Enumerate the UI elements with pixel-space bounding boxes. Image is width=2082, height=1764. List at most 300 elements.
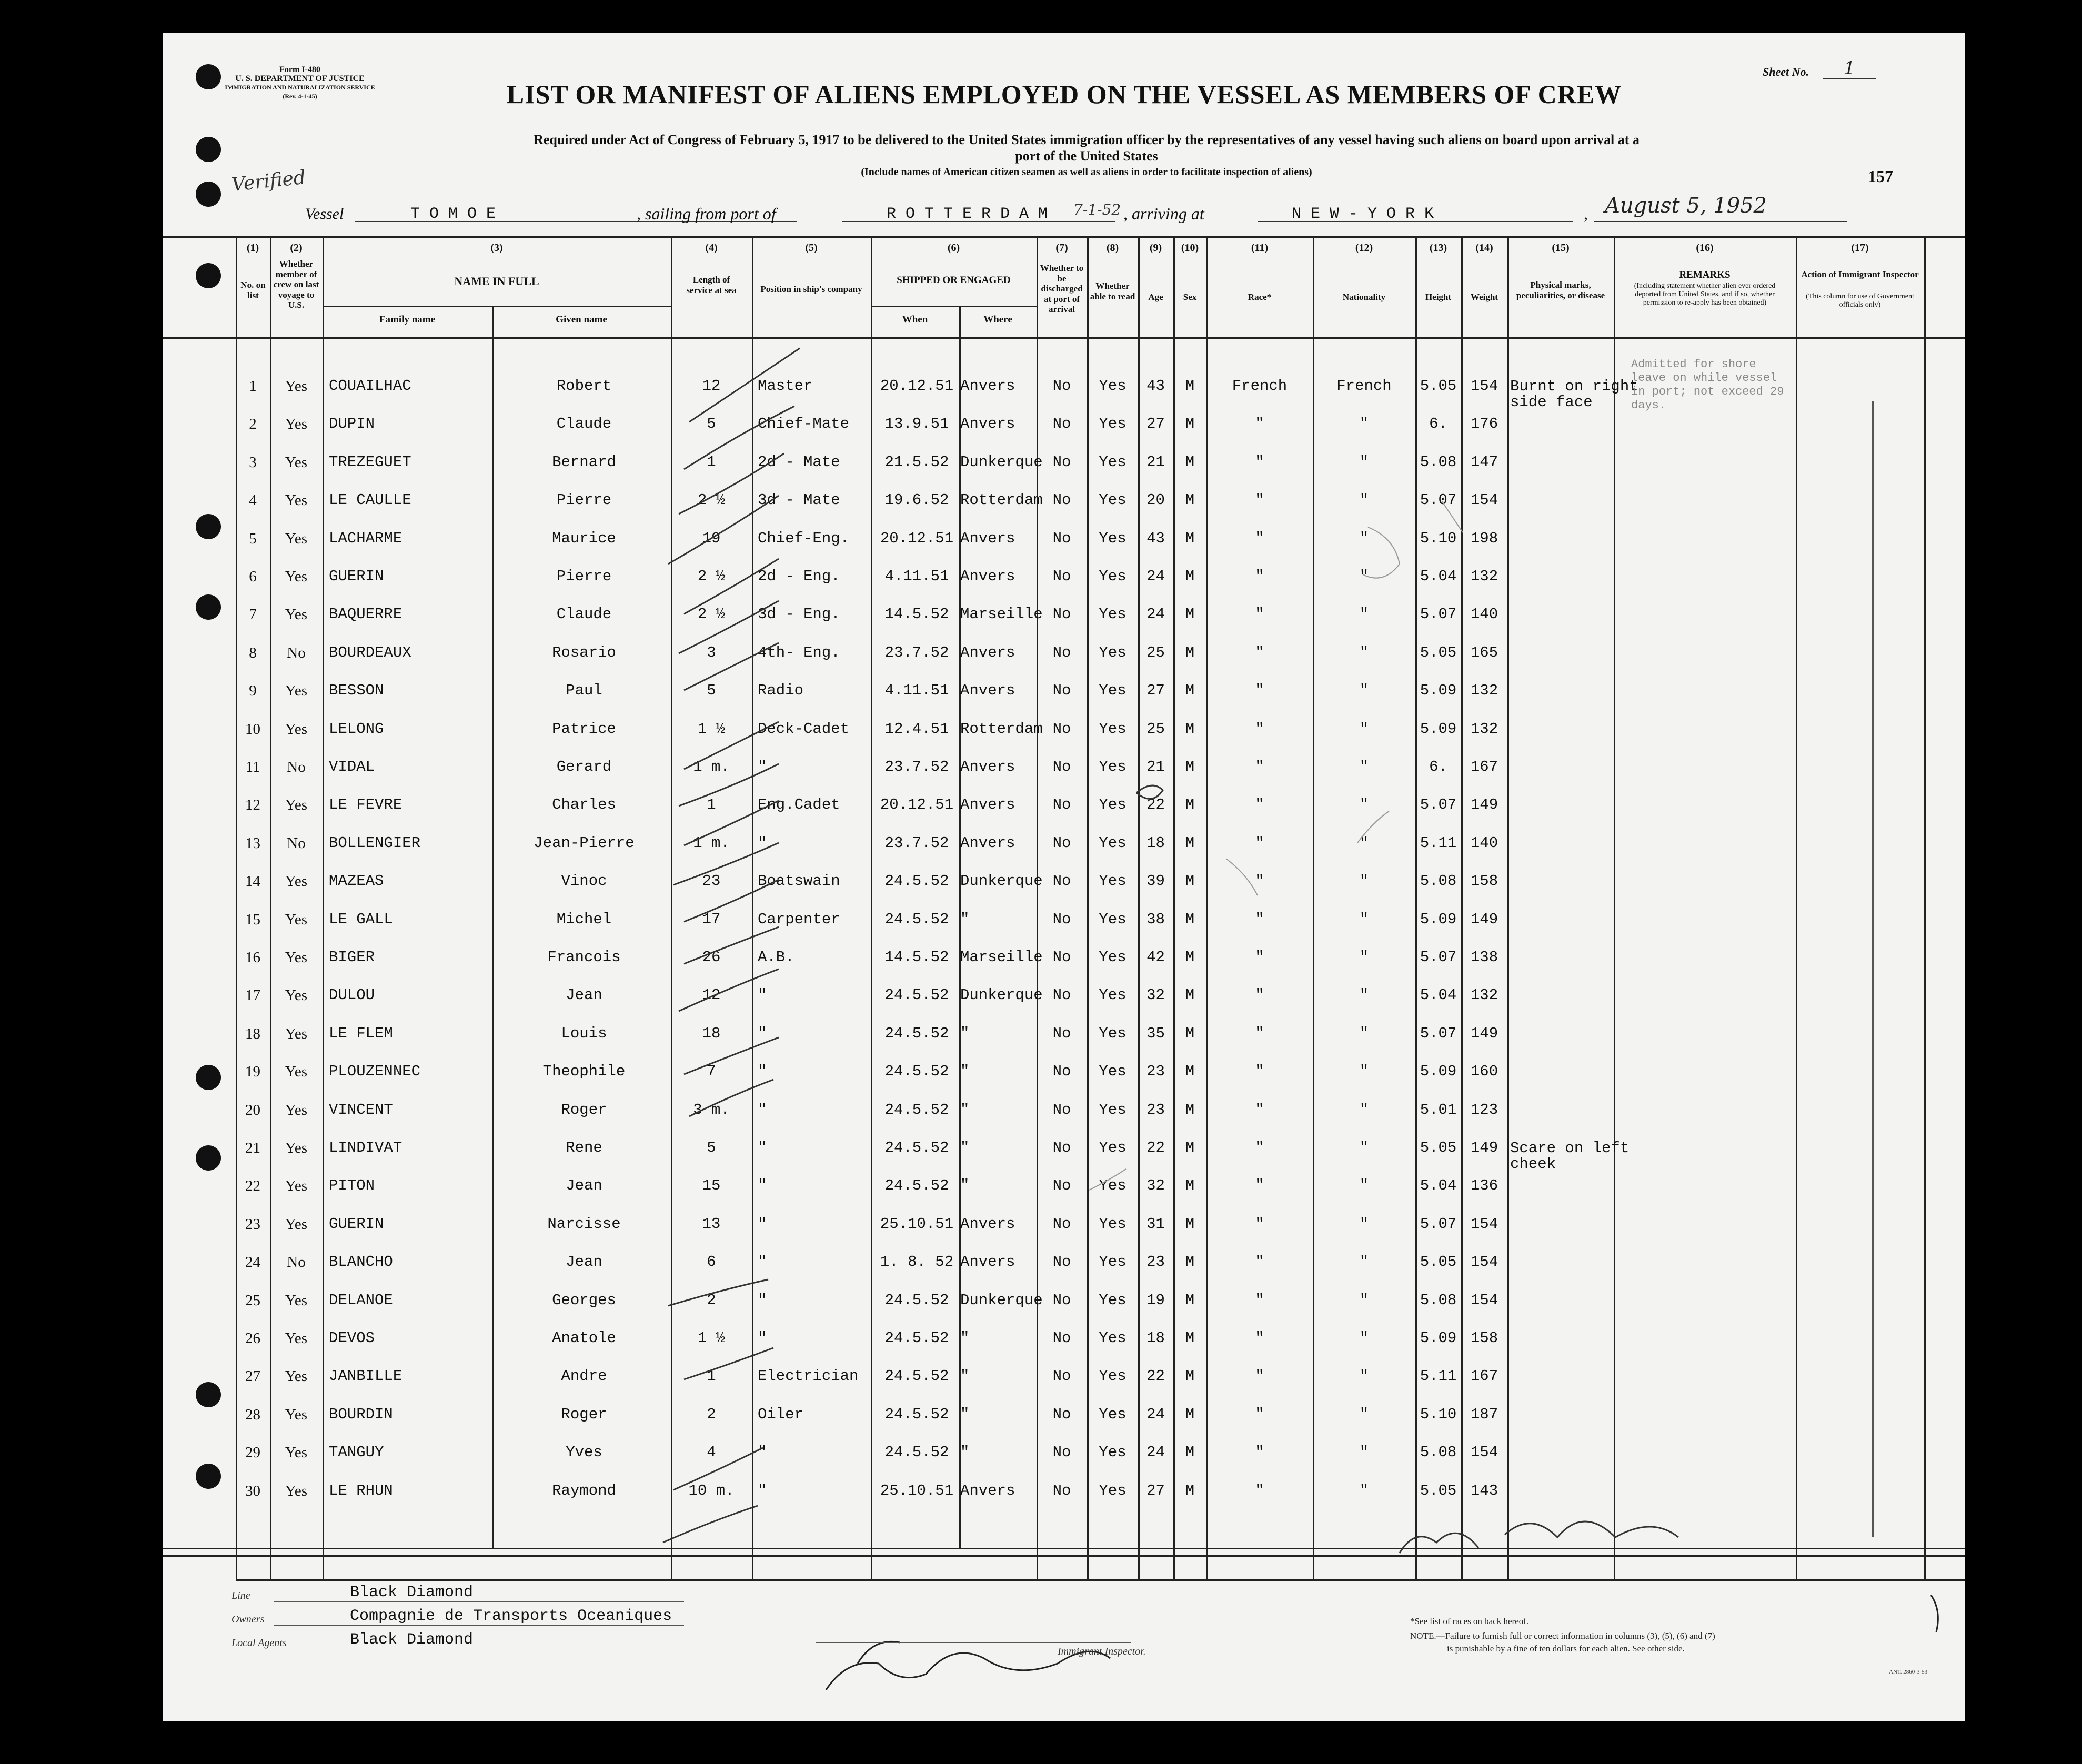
position-cell: ": [758, 1444, 767, 1461]
col9-header: Age: [1148, 292, 1163, 302]
position-cell: Chief-Mate: [758, 415, 850, 433]
weight-cell: 176: [1470, 415, 1498, 433]
sex-cell: M: [1185, 1481, 1195, 1499]
agency-name: U. S. DEPARTMENT OF JUSTICE: [235, 74, 365, 83]
service-length-cell: 2 ½: [697, 491, 726, 509]
family-name-cell: BAQUERRE: [329, 606, 403, 623]
shipped-when-cell: 13.9.51: [884, 415, 949, 433]
shipped-when-cell: 24.5.52: [884, 910, 949, 928]
able-to-read-cell: Yes: [1099, 796, 1127, 814]
position-cell: Master: [758, 377, 813, 395]
shipped-when-cell: 24.5.52: [884, 872, 949, 890]
service-length-cell: 23: [702, 872, 721, 890]
able-to-read-cell: Yes: [1099, 986, 1127, 1004]
sex-cell: M: [1185, 720, 1195, 738]
owners-underline: [274, 1625, 684, 1626]
able-to-read-cell: Yes: [1099, 1139, 1127, 1156]
family-name-cell: GUERIN: [329, 568, 384, 585]
footnote-penalty-1: NOTE.—Failure to furnish full or correct information in columns (3), (5), (6) and (7): [1410, 1631, 1715, 1641]
height-cell: 5.09: [1420, 1063, 1457, 1081]
last-voyage-cell: Yes: [285, 720, 308, 738]
discharged-cell: No: [1052, 453, 1071, 471]
service-length-cell: 17: [702, 910, 721, 928]
nationality-cell: ": [1359, 1177, 1369, 1195]
shipped-when-cell: 25.10.51: [880, 1481, 954, 1499]
service-length-cell: 1: [707, 1367, 716, 1385]
arrival-port: N E W - Y O R K: [1292, 205, 1434, 223]
age-cell: 32: [1146, 986, 1165, 1004]
height-cell: 5.07: [1420, 949, 1457, 966]
nationality-cell: ": [1359, 1063, 1369, 1081]
shipped-where-cell: ": [960, 1139, 970, 1156]
shipped-when-cell: 23.7.52: [884, 643, 949, 661]
row-number-cell: 27: [245, 1368, 260, 1385]
given-name-cell: Jean-Pierre: [534, 834, 635, 852]
col4-number: (4): [705, 242, 718, 254]
position-cell: ": [758, 1101, 767, 1118]
shipped-where-cell: Anvers: [960, 796, 1015, 814]
shipped-when-cell: 24.5.52: [884, 1367, 949, 1385]
able-to-read-cell: Yes: [1099, 910, 1127, 928]
given-name-cell: Claude: [556, 415, 612, 433]
sex-cell: M: [1185, 910, 1195, 928]
shipped-when-cell: 24.5.52: [884, 1329, 949, 1347]
nationality-cell: ": [1359, 1481, 1369, 1499]
service-length-cell: 2: [707, 1405, 716, 1423]
nationality-cell: ": [1359, 796, 1369, 814]
col7-number: (7): [1055, 242, 1068, 254]
col5-header: Position in ship's company: [760, 284, 862, 294]
last-voyage-cell: Yes: [285, 1140, 308, 1156]
discharged-cell: No: [1052, 1444, 1071, 1461]
shipped-when-cell: 24.5.52: [884, 1405, 949, 1423]
nationality-cell: ": [1359, 643, 1369, 661]
race-cell: ": [1255, 491, 1264, 509]
row-number-cell: 28: [245, 1406, 260, 1423]
race-cell: ": [1255, 872, 1264, 890]
position-cell: Chief-Eng.: [758, 529, 850, 547]
discharged-cell: No: [1052, 1405, 1071, 1423]
family-name-cell: PITON: [329, 1177, 375, 1195]
shipped-when-cell: 24.5.52: [884, 1101, 949, 1118]
height-cell: 6.: [1429, 758, 1447, 775]
height-cell: 5.07: [1420, 491, 1457, 509]
sex-cell: M: [1185, 415, 1195, 433]
sex-cell: M: [1185, 1063, 1195, 1081]
row-number-cell: 17: [245, 987, 260, 1004]
statute-line-1: Required under Act of Congress of February 5, 1917 to be delivered to the United States immigration officer by the representatives of any vessel having such aliens on board upon arrival at a: [534, 132, 1640, 147]
col12-number: (12): [1355, 242, 1373, 254]
shipped-where-cell: ": [960, 1405, 970, 1423]
row-number-cell: 10: [245, 720, 260, 738]
age-cell: 19: [1146, 1291, 1165, 1309]
row-number-cell: 12: [245, 797, 260, 814]
shipped-when-cell: 20.12.51: [880, 529, 954, 547]
height-cell: 5.10: [1420, 529, 1457, 547]
race-cell: ": [1255, 1215, 1264, 1233]
shipped-when-cell: 24.5.52: [884, 1291, 949, 1309]
discharged-cell: No: [1052, 986, 1071, 1004]
agents-label: Local Agents: [232, 1637, 287, 1649]
age-cell: 21: [1146, 758, 1165, 775]
owners-value: Compagnie de Transports Oceaniques: [350, 1607, 672, 1625]
able-to-read-cell: Yes: [1099, 1329, 1127, 1347]
age-cell: 22: [1146, 1139, 1165, 1156]
race-cell: ": [1255, 949, 1264, 966]
sex-cell: M: [1185, 377, 1195, 395]
given-name-cell: Vinoc: [561, 872, 607, 890]
position-cell: ": [758, 834, 767, 852]
when-header: When: [902, 314, 928, 325]
weight-cell: 140: [1470, 606, 1498, 623]
service-length-cell: 2 ½: [697, 568, 726, 585]
service-length-cell: 4: [707, 1444, 716, 1461]
row-number-cell: 7: [249, 606, 257, 623]
service-length-cell: 19: [702, 529, 721, 547]
given-name-cell: Louis: [561, 1024, 607, 1042]
discharged-cell: No: [1052, 1024, 1071, 1042]
shipped-when-cell: 23.7.52: [884, 758, 949, 775]
last-voyage-cell: Yes: [285, 1406, 308, 1423]
given-name-cell: Anatole: [552, 1329, 616, 1347]
height-cell: 5.09: [1420, 682, 1457, 700]
row-number-cell: 29: [245, 1444, 260, 1461]
sex-cell: M: [1185, 682, 1195, 700]
family-name-cell: BOURDIN: [329, 1405, 393, 1423]
weight-cell: 198: [1470, 529, 1498, 547]
height-cell: 5.05: [1420, 643, 1457, 661]
last-voyage-cell: Yes: [285, 1330, 308, 1347]
given-name-cell: Roger: [561, 1405, 607, 1423]
row-number-cell: 18: [245, 1025, 260, 1042]
service-length-cell: 12: [702, 986, 721, 1004]
shipped-when-cell: 24.5.52: [884, 1024, 949, 1042]
last-voyage-cell: Yes: [285, 1215, 308, 1233]
race-cell: ": [1255, 453, 1264, 471]
col17-subheader: (This column for use of Government officials only): [1806, 293, 1914, 309]
age-cell: 27: [1146, 682, 1165, 700]
service-length-cell: 1 ½: [697, 1329, 726, 1347]
last-voyage-cell: Yes: [285, 1101, 308, 1118]
sex-cell: M: [1185, 758, 1195, 775]
statute-line-2: port of the United States: [1015, 148, 1158, 164]
discharged-cell: No: [1052, 872, 1071, 890]
age-cell: 35: [1146, 1024, 1165, 1042]
height-cell: 5.05: [1420, 1253, 1457, 1271]
nationality-cell: ": [1359, 1253, 1369, 1271]
age-cell: 18: [1146, 834, 1165, 852]
last-voyage-cell: No: [287, 759, 306, 775]
row-number-cell: 20: [245, 1101, 260, 1118]
print-code: ANT. 2860-3-53: [1889, 1669, 1928, 1675]
row-number-cell: 26: [245, 1330, 260, 1347]
family-name-cell: LE RHUN: [329, 1481, 393, 1499]
last-voyage-cell: Yes: [285, 682, 308, 700]
owners-label: Owners: [232, 1614, 265, 1625]
age-cell: 27: [1146, 1481, 1165, 1499]
last-voyage-cell: Yes: [285, 606, 308, 623]
service-length-cell: 2 ½: [697, 606, 726, 623]
height-cell: 5.09: [1420, 720, 1457, 738]
race-cell: ": [1255, 720, 1264, 738]
line-underline: [274, 1601, 684, 1602]
given-name-cell: Jean: [566, 1253, 602, 1271]
able-to-read-cell: Yes: [1099, 682, 1127, 700]
age-cell: 24: [1146, 1405, 1165, 1423]
height-cell: 5.07: [1420, 606, 1457, 623]
last-voyage-cell: Yes: [285, 873, 308, 890]
sex-cell: M: [1185, 834, 1195, 852]
shipped-where-cell: Anvers: [960, 568, 1015, 585]
col17-header: Action of Immigrant Inspector: [1801, 269, 1919, 279]
nationality-cell: ": [1359, 1405, 1369, 1423]
able-to-read-cell: Yes: [1099, 1024, 1127, 1042]
race-cell: ": [1255, 568, 1264, 585]
col10-header: Sex: [1183, 292, 1197, 302]
age-cell: 22: [1146, 796, 1165, 814]
nationality-cell: ": [1359, 720, 1369, 738]
weight-cell: 158: [1470, 1329, 1498, 1347]
agents-value: Black Diamond: [350, 1631, 474, 1649]
sailing-port: R O T T E R D A M: [887, 205, 1048, 223]
given-name-cell: Michel: [556, 910, 612, 928]
sex-cell: M: [1185, 1024, 1195, 1042]
nationality-cell: ": [1359, 529, 1369, 547]
given-name-cell: Robert: [556, 377, 612, 395]
able-to-read-cell: Yes: [1099, 720, 1127, 738]
form-revision: (Rev. 4-1-45): [283, 93, 317, 100]
age-cell: 25: [1146, 643, 1165, 661]
race-cell: French: [1232, 377, 1288, 395]
able-to-read-cell: Yes: [1099, 643, 1127, 661]
nationality-cell: ": [1359, 568, 1369, 585]
discharged-cell: No: [1052, 1367, 1071, 1385]
given-name-cell: Pierre: [556, 491, 612, 509]
able-to-read-cell: Yes: [1099, 1063, 1127, 1081]
weight-cell: 132: [1470, 986, 1498, 1004]
nationality-cell: ": [1359, 1367, 1369, 1385]
age-cell: 23: [1146, 1063, 1165, 1081]
discharged-cell: No: [1052, 377, 1071, 395]
height-cell: 5.04: [1420, 568, 1457, 585]
col14-header: Weight: [1471, 292, 1498, 302]
last-voyage-cell: Yes: [285, 1444, 308, 1461]
handwritten-verified: Verified: [230, 166, 307, 196]
able-to-read-cell: Yes: [1099, 1367, 1127, 1385]
position-cell: 4th- Eng.: [758, 643, 840, 661]
discharged-cell: No: [1052, 1063, 1071, 1081]
sex-cell: M: [1185, 1101, 1195, 1118]
family-name-cell: LACHARME: [329, 529, 403, 547]
age-cell: 23: [1146, 1101, 1165, 1118]
weight-cell: 123: [1470, 1101, 1498, 1118]
age-cell: 22: [1146, 1367, 1165, 1385]
able-to-read-cell: Yes: [1099, 568, 1127, 585]
last-voyage-cell: Yes: [285, 987, 308, 1004]
position-cell: ": [758, 1253, 767, 1271]
row-number-cell: 14: [245, 873, 260, 890]
weight-cell: 149: [1470, 1139, 1498, 1156]
able-to-read-cell: Yes: [1099, 415, 1127, 433]
last-voyage-cell: Yes: [285, 1368, 308, 1385]
weight-cell: 158: [1470, 872, 1498, 890]
family-name-cell: TREZEGUET: [329, 453, 411, 471]
col7-header: Whether to be discharged at port of arrival: [1040, 263, 1084, 315]
col1-header: No. on list: [240, 280, 266, 300]
race-cell: ": [1255, 1101, 1264, 1118]
physical-marks-cell: Scare on left cheek: [1510, 1140, 1630, 1173]
col2-number: (2): [290, 242, 303, 254]
height-cell: 5.09: [1420, 910, 1457, 928]
inspector-signature-line: [816, 1642, 1131, 1643]
weight-cell: 143: [1470, 1481, 1498, 1499]
given-name-cell: Bernard: [552, 453, 616, 471]
shipped-when-cell: 1. 8. 52: [880, 1253, 954, 1271]
height-cell: 5.05: [1420, 1481, 1457, 1499]
page-title: LIST OR MANIFEST OF ALIENS EMPLOYED ON THE VESSEL AS MEMBERS OF CREW: [506, 79, 1622, 109]
able-to-read-cell: Yes: [1099, 1405, 1127, 1423]
service-length-cell: 3 m.: [693, 1101, 730, 1118]
nationality-cell: ": [1359, 415, 1369, 433]
sex-cell: M: [1185, 491, 1195, 509]
family-name-cell: LE FEVRE: [329, 796, 403, 814]
shipped-where-cell: Dunkerque: [960, 872, 1043, 890]
age-cell: 31: [1146, 1215, 1165, 1233]
sailing-label: , sailing from port of: [637, 204, 776, 223]
weight-cell: 154: [1470, 377, 1498, 395]
col6-number: (6): [947, 242, 960, 254]
discharged-cell: No: [1052, 720, 1071, 738]
age-cell: 43: [1146, 377, 1165, 395]
last-voyage-cell: Yes: [285, 453, 308, 471]
shipped-when-cell: 25.10.51: [880, 1215, 954, 1233]
given-name-cell: Narcisse: [547, 1215, 621, 1233]
position-cell: Electrician: [758, 1367, 859, 1385]
sex-cell: M: [1185, 949, 1195, 966]
nationality-cell: ": [1359, 606, 1369, 623]
last-voyage-cell: Yes: [285, 1482, 308, 1499]
footnote-penalty-2: is punishable by a fine of ten dollars for each alien. See other side.: [1447, 1644, 1685, 1654]
able-to-read-cell: Yes: [1099, 949, 1127, 966]
discharged-cell: No: [1052, 1215, 1071, 1233]
family-name-cell: DELANOE: [329, 1291, 393, 1309]
family-name-cell: MAZEAS: [329, 872, 384, 890]
row-number-cell: 1: [249, 378, 257, 395]
row-number-cell: 19: [245, 1063, 260, 1081]
family-name-header: Family name: [379, 314, 436, 325]
nationality-cell: ": [1359, 1139, 1369, 1156]
given-name-cell: Jean: [566, 986, 602, 1004]
race-cell: ": [1255, 529, 1264, 547]
discharged-cell: No: [1052, 1101, 1071, 1118]
row-number-cell: 15: [245, 911, 260, 928]
sheet-label: Sheet No.: [1763, 65, 1809, 78]
age-cell: 21: [1146, 453, 1165, 471]
shipped-where-cell: ": [960, 1367, 970, 1385]
shipped-when-cell: 14.5.52: [884, 606, 949, 623]
row-number-cell: 3: [249, 453, 257, 471]
service-length-cell: 6: [707, 1253, 716, 1271]
service-length-cell: 5: [707, 682, 716, 700]
sex-cell: M: [1185, 453, 1195, 471]
given-name-cell: Paul: [566, 682, 602, 700]
race-cell: ": [1255, 834, 1264, 852]
sex-cell: M: [1185, 1253, 1195, 1271]
sex-cell: M: [1185, 986, 1195, 1004]
nationality-cell: ": [1359, 872, 1369, 890]
able-to-read-cell: Yes: [1099, 491, 1127, 509]
last-voyage-cell: No: [287, 834, 306, 852]
shipped-where-cell: Anvers: [960, 1215, 1015, 1233]
col16-number: (16): [1696, 242, 1714, 254]
given-name-cell: Rosario: [552, 643, 616, 661]
row-number-cell: 8: [249, 644, 257, 661]
shipped-when-cell: 19.6.52: [884, 491, 949, 509]
shipped-where-cell: ": [960, 1177, 970, 1195]
shipped-where-cell: Anvers: [960, 529, 1015, 547]
weight-cell: 154: [1470, 491, 1498, 509]
weight-cell: 149: [1470, 796, 1498, 814]
given-name-cell: Francois: [547, 949, 621, 966]
service-length-cell: 7: [707, 1063, 716, 1081]
weight-cell: 149: [1470, 910, 1498, 928]
position-cell: ": [758, 1215, 767, 1233]
nationality-cell: ": [1359, 453, 1369, 471]
service-length-cell: 1: [707, 453, 716, 471]
position-cell: ": [758, 758, 767, 775]
height-cell: 5.09: [1420, 1329, 1457, 1347]
col13-number: (13): [1429, 242, 1447, 254]
weight-cell: 187: [1470, 1405, 1498, 1423]
race-cell: ": [1255, 1253, 1264, 1271]
shipped-when-cell: 24.5.52: [884, 1139, 949, 1156]
weight-cell: 167: [1470, 1367, 1498, 1385]
given-name-cell: Andre: [561, 1367, 607, 1385]
weight-cell: 147: [1470, 453, 1498, 471]
family-name-cell: VIDAL: [329, 758, 375, 775]
col4-header: Length of service at sea: [686, 275, 737, 295]
service-length-cell: 5: [707, 415, 716, 433]
col15-header: Physical marks, peculiarities, or disease: [1516, 280, 1605, 300]
last-voyage-cell: Yes: [285, 949, 308, 966]
inspector-label: Immigrant Inspector.: [1058, 1646, 1146, 1657]
height-cell: 5.08: [1420, 1291, 1457, 1309]
service-length-cell: 15: [702, 1177, 721, 1195]
row-number-cell: 30: [245, 1482, 260, 1499]
where-header: Where: [983, 314, 1012, 325]
weight-cell: 132: [1470, 682, 1498, 700]
sex-cell: M: [1185, 796, 1195, 814]
weight-cell: 165: [1470, 643, 1498, 661]
given-name-cell: Charles: [552, 796, 616, 814]
arriving-label: , arriving at: [1123, 204, 1204, 223]
race-cell: ": [1255, 758, 1264, 775]
able-to-read-cell: Yes: [1099, 529, 1127, 547]
position-cell: Deck-Cadet: [758, 720, 850, 738]
col12-header: Nationality: [1342, 292, 1386, 302]
service-length-cell: 1: [707, 796, 716, 814]
height-cell: 5.04: [1420, 986, 1457, 1004]
row-number-cell: 6: [249, 568, 257, 585]
shipped-where-cell: ": [960, 1063, 970, 1081]
sex-cell: M: [1185, 568, 1195, 585]
weight-cell: 132: [1470, 568, 1498, 585]
shipped-where-cell: ": [960, 1329, 970, 1347]
height-cell: 5.11: [1420, 1367, 1457, 1385]
date-comma: ,: [1584, 204, 1588, 223]
family-name-cell: GUERIN: [329, 1215, 384, 1233]
family-name-cell: VINCENT: [329, 1101, 393, 1118]
